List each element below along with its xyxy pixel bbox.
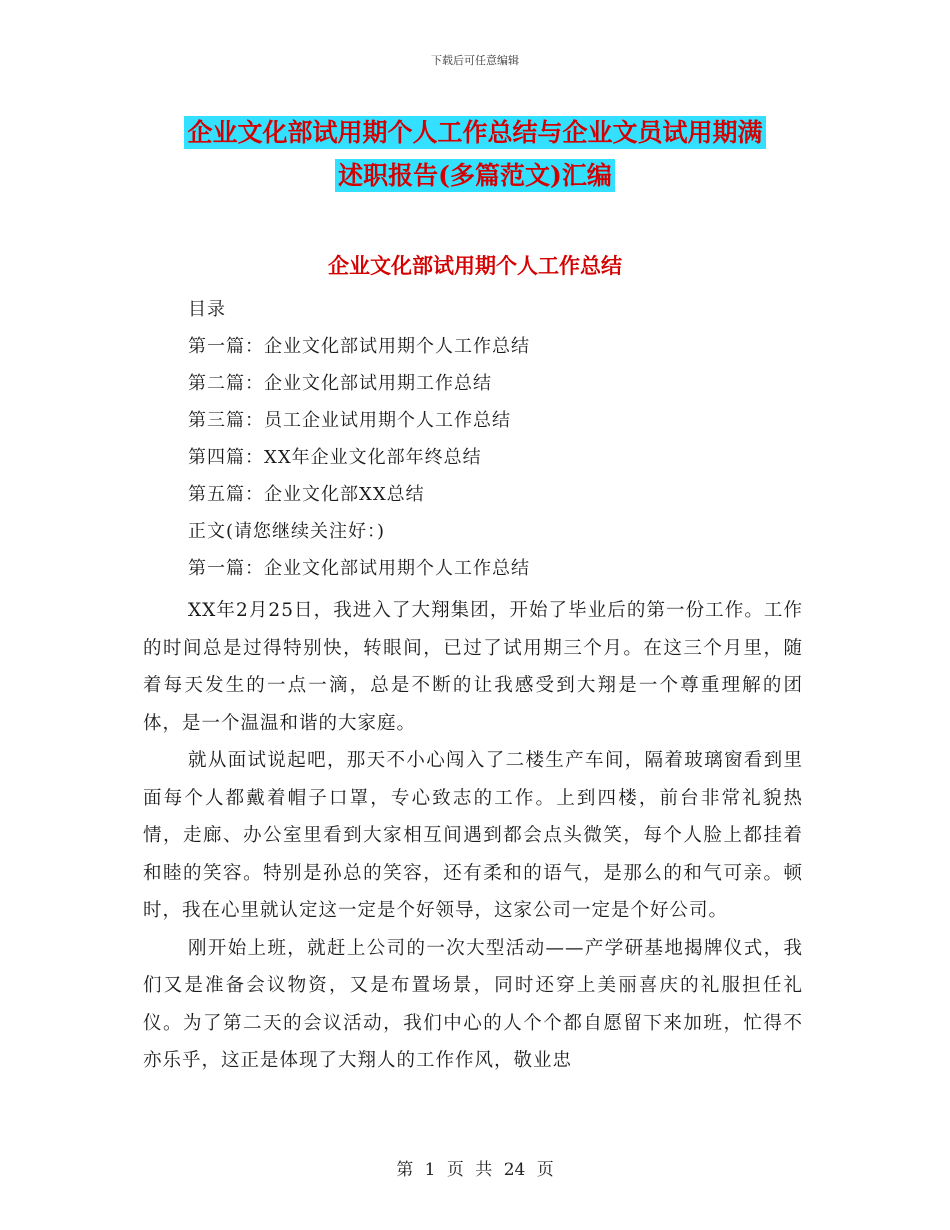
body-paragraph: 刚开始上班，就赶上公司的一次大型活动——产学研基地揭牌仪式，我们又是准备会议物资，又是布置场景，同时还穿上美丽喜庆的礼服担任礼仪。为了第二天的会议活动，我们中心的人个个都自愿留下来加班，忙得不亦乐乎，这正是体现了大翔人的工作作风，敬业忠	[143, 937, 803, 1071]
toc-item: 第二篇：企业文化部试用期工作总结	[188, 373, 492, 394]
table-of-contents	[188, 296, 530, 592]
section-subtitle: 企业文化部试用期个人工作总结	[328, 253, 622, 278]
document-title-line-1	[0, 113, 950, 149]
page-number-footer: 第 1 页 共 24 页	[396, 1160, 554, 1180]
first-article-heading: 第一篇：企业文化部试用期个人工作总结	[188, 558, 530, 579]
article-body	[143, 592, 803, 1080]
body-paragraph: 就从面试说起吧，那天不小心闯入了二楼生产车间，隔着玻璃窗看到里面每个人都戴着帽子口罩，专心致志的工作。上到四楼，前台非常礼貌热情，走廊、办公室里看到大家相互间遇到都会点头微笑，每个人脸上都挂着和睦的笑容。特别是孙总的笑容，还有柔和的语气，是那么的和气可亲。顿时，我在心里就认定这一定是个好领导，这家公司一定是个好公司。	[143, 750, 803, 921]
document-title-line-2	[0, 156, 950, 192]
body-label: 正文(请您继续关注好：)	[188, 521, 386, 542]
title-highlight-2: 述职报告(多篇范文)汇编	[335, 159, 615, 192]
toc-heading: 目录	[188, 299, 226, 320]
toc-item: 第一篇：企业文化部试用期个人工作总结	[188, 336, 530, 357]
page-header-note: 下载后可任意编辑	[431, 54, 519, 67]
toc-item: 第四篇：XX年企业文化部年终总结	[188, 447, 482, 468]
title-highlight-1: 企业文化部试用期个人工作总结与企业文员试用期满	[184, 116, 765, 149]
toc-item: 第五篇：企业文化部XX总结	[188, 484, 425, 505]
body-paragraph: XX年2月25日，我进入了大翔集团，开始了毕业后的第一份工作。工作的时间总是过得特别快，转眼间，已过了试用期三个月。在这三个月里，随着每天发生的一点一滴，总是不断的让我感受到大翔是一个尊重理解的团体，是一个温温和谐的大家庭。	[143, 600, 803, 734]
toc-item: 第三篇：员工企业试用期个人工作总结	[188, 410, 511, 431]
